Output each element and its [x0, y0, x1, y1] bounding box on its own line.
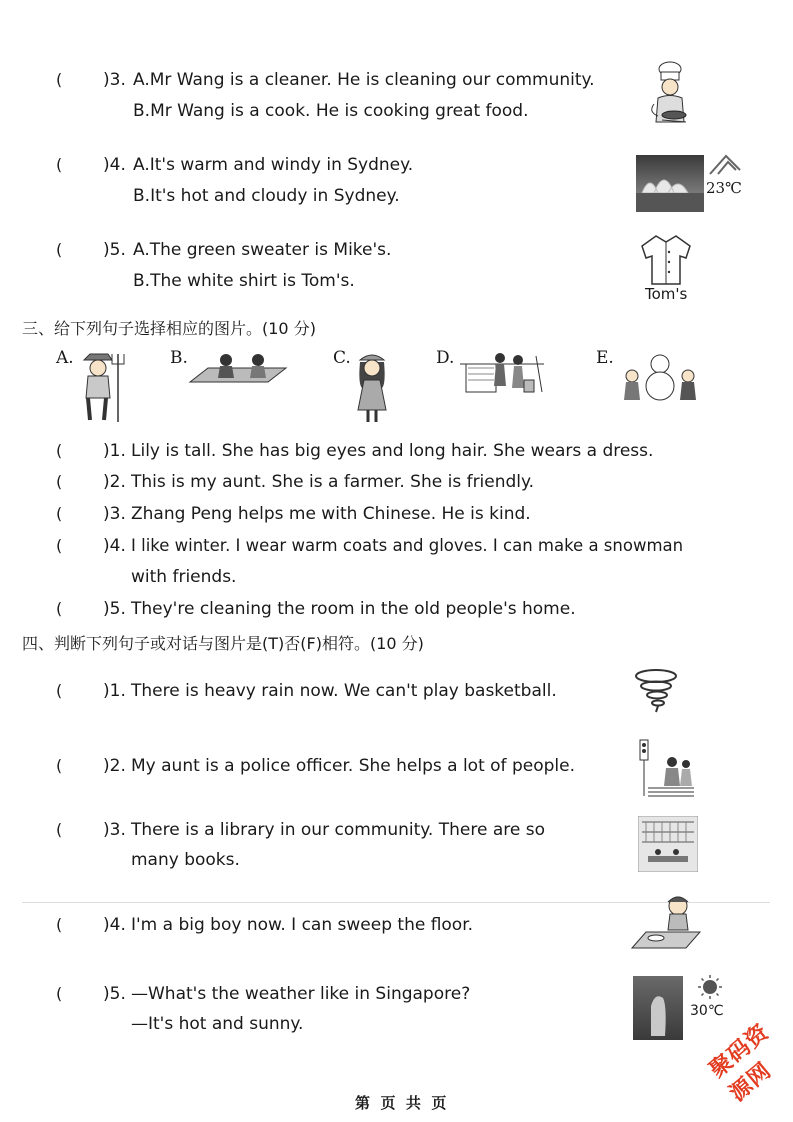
answer-paren-open: ( [56, 681, 63, 700]
cleaning-room-picture [460, 350, 544, 396]
question-text: This is my aunt. She is a farmer. She is friendly. [131, 472, 535, 492]
question-number: )4. [103, 155, 126, 175]
question-text-continued: with friends. [131, 567, 237, 587]
question-number: )4. [103, 536, 126, 556]
question-text-continued: many books. [131, 850, 240, 870]
section-4-heading: 四、判断下列句子或对话与图片是(T)否(F)相符。(10 分) [22, 634, 424, 653]
question-text: Lily is tall. She has big eyes and long hair. She wears a dress. [131, 441, 654, 461]
question-number: )2. [103, 756, 126, 776]
cook-picture [648, 60, 700, 130]
farmer-picture [76, 350, 130, 424]
tall-girl-picture [352, 350, 392, 426]
sun-icon [697, 974, 723, 1000]
question-number: )3. [103, 70, 126, 90]
question-number: )1. [103, 681, 126, 701]
question-number: )3. [103, 820, 126, 840]
option-letter-d: D. [436, 348, 455, 368]
answer-paren-open: ( [56, 441, 63, 460]
section-3-heading: 三、给下列句子选择相应的图片。(10 分) [22, 319, 316, 338]
singapore-merlion-picture [633, 976, 683, 1040]
question-number: )5. [103, 984, 126, 1004]
option-letter-a: A. [56, 348, 74, 368]
temperature-label: 23℃ [706, 179, 742, 197]
question-number: )2. [103, 472, 126, 492]
option-a-text: A.The green sweater is Mike's. [133, 240, 392, 260]
option-letter-c: C. [333, 348, 351, 368]
answer-paren-open: ( [56, 756, 63, 775]
library-picture [638, 816, 698, 872]
watermark-stamp: 聚码资源网 [705, 1019, 777, 1107]
question-text-continued: —It's hot and sunny. [131, 1014, 304, 1034]
answer-paren-open: ( [56, 536, 63, 555]
answer-paren-open: ( [56, 240, 63, 259]
answer-paren-open: ( [56, 599, 63, 618]
question-number: )1. [103, 441, 126, 461]
question-text: Zhang Peng helps me with Chinese. He is kind. [131, 504, 531, 524]
question-text: I like winter. I wear warm coats and gloves. I can make a snowman [131, 536, 684, 555]
option-letter-b: B. [170, 348, 188, 368]
page-footer: 第 页 共 页 [355, 1094, 447, 1112]
answer-paren-open: ( [56, 820, 63, 839]
question-number: )4. [103, 915, 126, 935]
shirt-picture [636, 232, 696, 286]
question-number: )5. [103, 240, 126, 260]
option-a-text: A.It's warm and windy in Sydney. [133, 155, 414, 175]
question-text: There is heavy rain now. We can't play basketball. [131, 681, 557, 701]
shirt-caption: Tom's [645, 285, 688, 303]
answer-paren-open: ( [56, 155, 63, 174]
question-text: I'm a big boy now. I can sweep the floor. [131, 915, 474, 935]
question-text: —What's the weather like in Singapore? [131, 984, 471, 1004]
option-b-text: B.The white shirt is Tom's. [133, 271, 355, 291]
option-a-text: A.Mr Wang is a cleaner. He is cleaning our community. [133, 70, 595, 90]
option-letter-e: E. [596, 348, 614, 368]
answer-paren-open: ( [56, 70, 63, 89]
temperature-label: 30℃ [690, 1003, 724, 1019]
option-b-text: B.Mr Wang is a cook. He is cooking great food. [133, 101, 529, 121]
question-text: They're cleaning the room in the old people's home. [131, 599, 576, 619]
snowman-picture [614, 350, 704, 406]
boy-eating-picture [630, 892, 702, 954]
question-number: )5. [103, 599, 126, 619]
question-number: )3. [103, 504, 126, 524]
sydney-opera-house-picture [636, 155, 704, 212]
question-text: There is a library in our community. There are so [131, 820, 545, 840]
answer-paren-open: ( [56, 472, 63, 491]
answer-paren-open: ( [56, 915, 63, 934]
answer-paren-open: ( [56, 984, 63, 1003]
crossing-picture [634, 738, 696, 798]
windy-icon [706, 150, 742, 178]
question-text: My aunt is a police officer. She helps a lot of people. [131, 756, 575, 776]
children-studying-picture [188, 350, 288, 392]
answer-paren-open: ( [56, 504, 63, 523]
option-b-text: B.It's hot and cloudy in Sydney. [133, 186, 400, 206]
tornado-icon [634, 668, 678, 714]
